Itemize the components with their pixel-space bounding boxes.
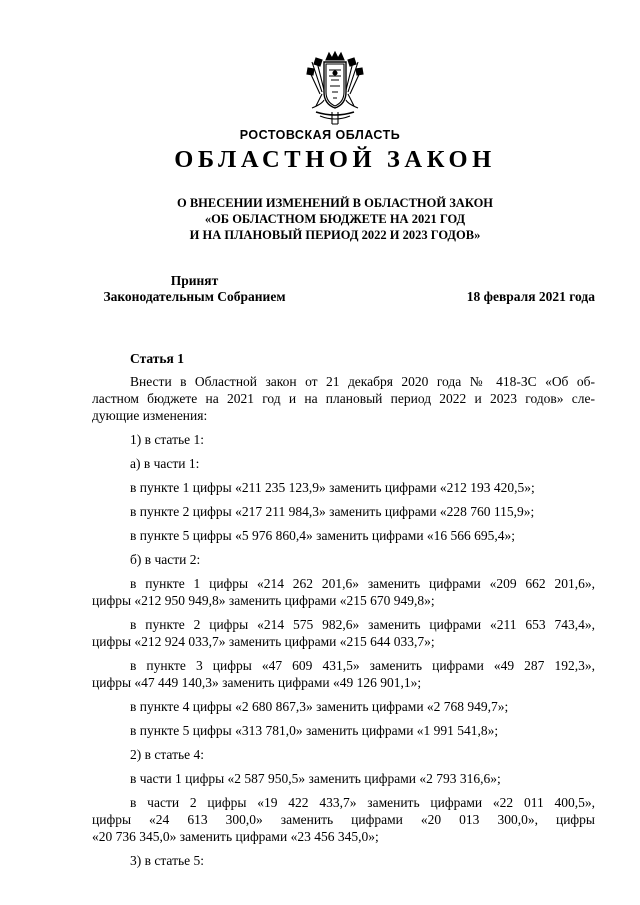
amendment-item-line: а) в части 1: — [130, 456, 200, 471]
amendment-item-line: в части 1 цифры «2 587 950,5» заменить цифрами «2 793 316,6»; — [130, 771, 501, 786]
adoption-date: 18 февраля 2021 года — [466, 289, 595, 304]
amendment-item-line: 3) в статье 5: — [130, 853, 204, 868]
subtitle-line: И НА ПЛАНОВЫЙ ПЕРИОД 2022 И 2023 ГОДОВ» — [189, 228, 481, 242]
amendment-item-line: 2) в статье 4: — [130, 747, 204, 762]
amendment-item — [92, 616, 595, 650]
amendment-item-line: в пункте 1 цифры «211 235 123,9» заменить цифрами «212 193 420,5»; — [130, 480, 535, 495]
amendment-item-line: цифры «212 950 949,8» заменить цифрами «215 670 949,8»; — [92, 593, 435, 608]
amendment-item-line: цифры «24 613 300,0» заменить цифрами «20 013 300,0», цифры — [92, 812, 595, 827]
amendment-item — [92, 527, 595, 544]
law-title: ОБЛАСТНОЙ ЗАКОН — [174, 146, 496, 173]
amendment-item — [92, 431, 595, 448]
amendment-item-line: в пункте 1 цифры «214 262 201,6» заменить цифрами «209 662 201,6», — [130, 576, 595, 591]
amendment-item — [92, 479, 595, 496]
adoption-label — [92, 273, 297, 305]
amendment-item-line: в пункте 3 цифры «47 609 431,5» заменить цифрами «49 287 192,3», — [130, 658, 595, 673]
subtitle-line: О ВНЕСЕНИИ ИЗМЕНЕНИЙ В ОБЛАСТНОЙ ЗАКОН — [176, 196, 494, 210]
amendment-item — [92, 698, 595, 715]
amendment-item-line: цифры «212 924 033,7» заменить цифрами «215 644 033,7»; — [92, 634, 435, 649]
article-body — [92, 350, 595, 876]
article-heading: Статья 1 — [130, 351, 184, 366]
amendment-item — [92, 746, 595, 763]
amendment-item-line: в пункте 5 цифры «5 976 860,4» заменить цифрами «16 566 695,4»; — [130, 528, 516, 543]
amendment-item — [92, 722, 595, 739]
article-intro-paragraph-line: дующие изменения: — [92, 408, 208, 423]
amendment-item-line: 1) в статье 1: — [130, 432, 204, 447]
amendment-item — [92, 575, 595, 609]
amendment-item — [92, 770, 595, 787]
amendment-item-line: в пункте 5 цифры «313 781,0» заменить цифрами «1 991 541,8»; — [130, 723, 499, 738]
article-intro-paragraph-line: Внести в Областной закон от 21 декабря 2020 года № 418-ЗС «Об об- — [130, 374, 595, 389]
amendment-item — [92, 657, 595, 691]
amendment-item-line: «20 736 345,0» заменить цифрами «23 456 345,0»; — [92, 829, 379, 844]
amendment-item-line: б) в части 2: — [130, 552, 201, 567]
region-name: РОСТОВСКАЯ ОБЛАСТЬ — [239, 128, 401, 142]
amendment-item — [92, 503, 595, 520]
amendment-item-line: в части 2 цифры «19 422 433,7» заменить цифрами «22 011 400,5», — [130, 795, 595, 810]
amendment-item — [92, 852, 595, 869]
amendment-item — [92, 794, 595, 845]
article-items — [92, 431, 595, 869]
amendment-item — [92, 551, 595, 568]
amendment-item-line: в пункте 4 цифры «2 680 867,3» заменить цифрами «2 768 949,7»; — [130, 699, 509, 714]
article-intro-paragraph — [92, 373, 595, 424]
law-subtitle — [0, 195, 640, 243]
coat-of-arms-emblem — [302, 50, 368, 128]
subtitle-line: «ОБ ОБЛАСТНОМ БЮДЖЕТЕ НА 2021 ГОД — [204, 212, 466, 226]
amendment-item-line: в пункте 2 цифры «217 211 984,3» заменить цифрами «228 760 115,9»; — [130, 504, 535, 519]
adoption-label-line: Законодательным Собранием — [103, 289, 286, 304]
amendment-item — [92, 455, 595, 472]
article-intro — [92, 373, 595, 424]
amendment-item-line: цифры «47 449 140,3» заменить цифрами «49 126 901,1»; — [92, 675, 422, 690]
adoption-label-line: Принят — [170, 273, 219, 288]
article-intro-paragraph-line: ластном бюджете на 2021 год и на плановый период 2022 и 2023 годов» сле- — [92, 391, 595, 406]
amendment-item-line: в пункте 2 цифры «214 575 982,6» заменить цифрами «211 653 743,4», — [130, 617, 595, 632]
